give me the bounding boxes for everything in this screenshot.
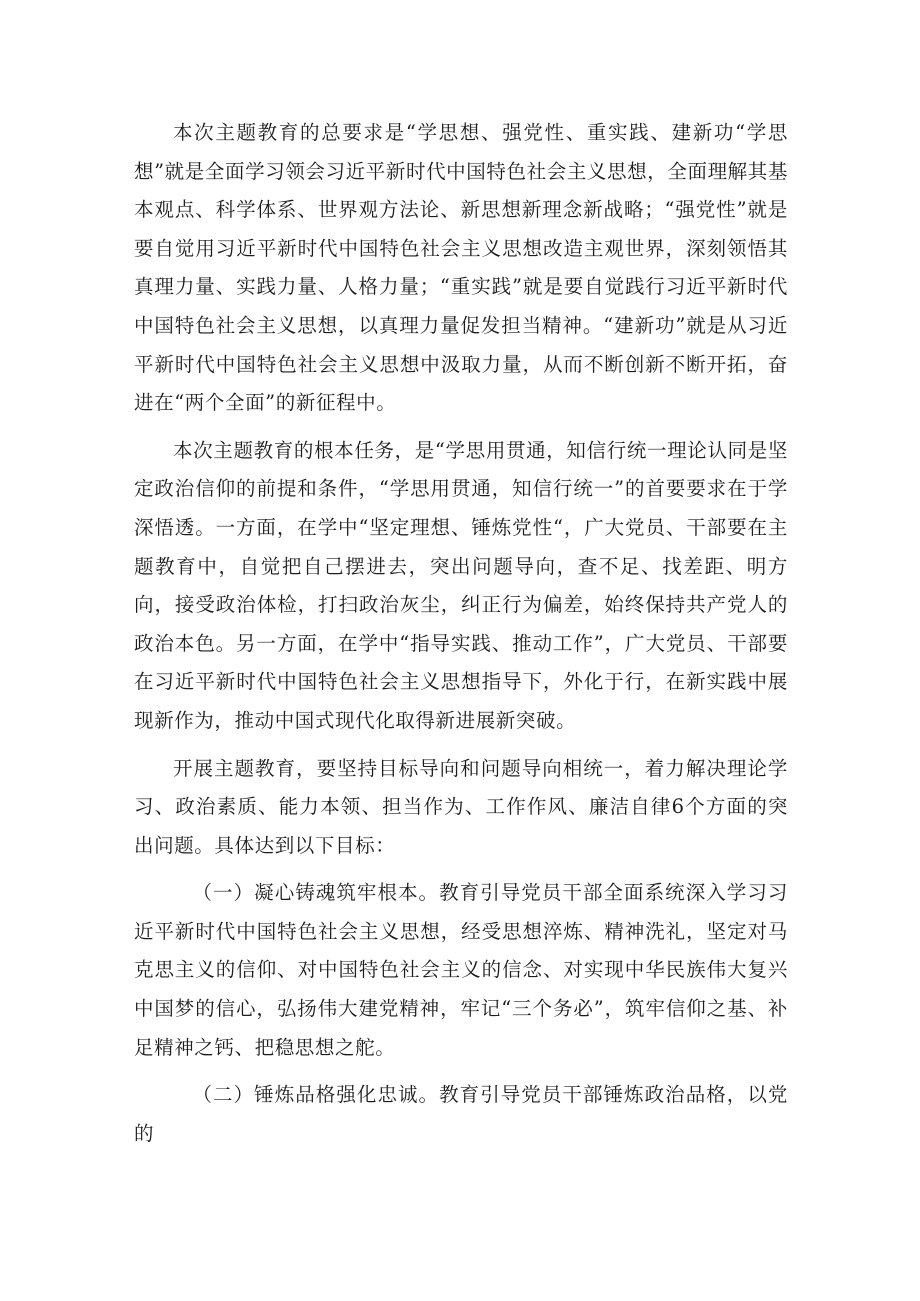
paragraph-fundamental-task: 本次主题教育的根本任务，是“学思用贯通，知信行统一理论认同是坚定政治信仰的前提和条件，“学思用贯通，知信行统一”的首要要求在于学深悟透。一方面，在学中“坚定理想、锤炼党性“，广大党员、干部要在主题教育中，自觉把自己摆进去，突出问题导向，查不足、找差距、明方向，接受政治体检，打扫政治灰尘，纠正行为偏差，始终保持共产党人的政治本色。另一方面，在学中“指导实践、推动工作”，广大党员、干部要在习近平新时代中国特色社会主义思想指导下，外化于行，在新实践中展现新作为，推动中国式现代化取得新进展新突破。 <box>134 438 788 732</box>
document-body <box>134 114 788 1162</box>
paragraph-general-requirements: 本次主题教育的总要求是“学思想、强党性、重实践、建新功“学思想”就是全面学习领会习近平新时代中国特色社会主义思想，全面理解其基本观点、科学体系、世界观方法论、新思想新理念新战略；“强党性”就是要自觉用习近平新时代中国特色社会主义思想改造主观世界，深刻领悟其真理力量、实践力量、人格力量；“重实践”就是要自觉践行习近平新时代中国特色社会主义思想，以真理力量促发担当精神。“建新功”就是从习近平新时代中国特色社会主义思想中汲取力量，从而不断创新不断开拓，奋进在“两个全面”的新征程中。 <box>134 121 788 415</box>
paragraph-goals-intro: 开展主题教育，要坚持目标导向和问题导向相统一，着力解决理论学习、政治素质、能力本领、担当作为、工作作风、廉洁自律6个方面的突出问题。具体达到以下目标： <box>134 756 788 857</box>
paragraph-goal-1: （一）凝心铸魂筑牢根本。教育引导党员干部全面系统深入学习习近平新时代中国特色社会主义思想，经受思想淬炼、精神洗礼，坚定对马克思主义的信仰、对中国特色社会主义的信念、对实现中华民族伟大复兴中国梦的信心，弘扬伟大建党精神，牢记“三个务必”，筑牢信仰之基、补足精神之钙、把稳思想之舵。 <box>134 881 788 1059</box>
paragraph-goal-2: （二）锤炼品格强化忠诚。教育引导党员干部锤炼政治品格，以党的 <box>134 1083 788 1145</box>
